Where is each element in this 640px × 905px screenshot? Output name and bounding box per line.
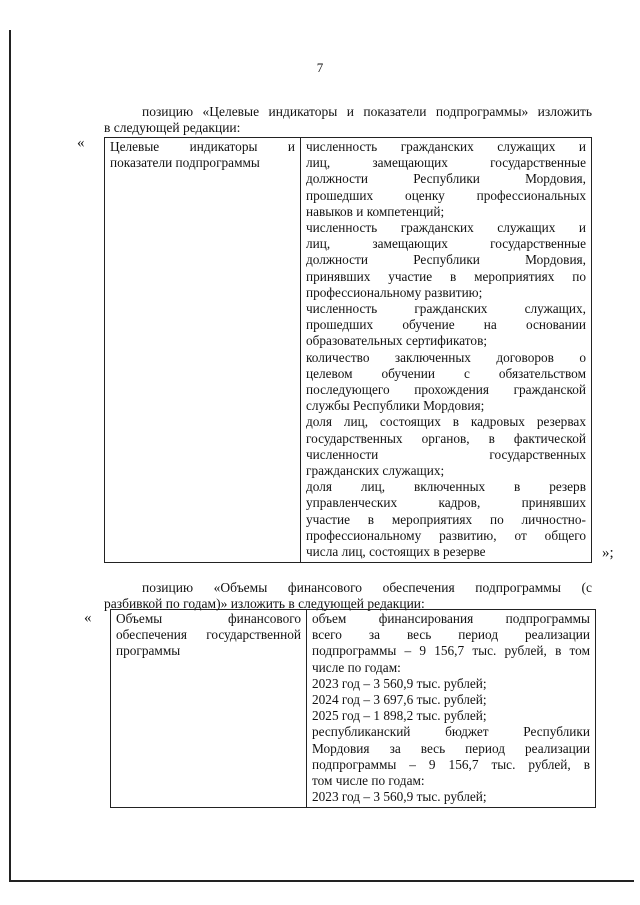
cell-line: профессиональному развитию;: [306, 284, 483, 300]
cell-line: 2023 год – 3 560,9 тыс. рублей;: [312, 675, 487, 691]
page-number: 7: [316, 60, 324, 75]
cell-line: объем финансирования подпрограммы: [312, 611, 590, 626]
table-cell-content: [301, 138, 592, 563]
cell-line: участие в мероприятиях по личностно-: [306, 511, 586, 527]
cell-line: подпрограммы – 9 156,7 тыс. рублей, в том: [312, 643, 590, 659]
cell-line: прошедших обучение на основании: [306, 317, 586, 333]
cell-line: навыков и компетенций;: [306, 203, 445, 219]
cell-line: прошедших оценку профессиональных: [306, 187, 586, 203]
table-cell-content: [307, 610, 596, 808]
paragraph-line: позицию «Целевые индикаторы и показатели подпрограммы» изложить: [142, 104, 592, 119]
cell-line: республиканский бюджет Республики: [312, 724, 590, 740]
cell-line: 2025 год – 1 898,2 тыс. рублей;: [312, 708, 487, 724]
cell-line: Мордовия за весь период реализации: [312, 740, 590, 756]
cell-line: последующего прохождения гражданской: [306, 382, 586, 398]
cell-line: принявших участие в мероприятиях по: [306, 268, 586, 284]
cell-line: 2023 год – 3 560,9 тыс. рублей;: [312, 789, 487, 805]
cell-line: гражданских служащих;: [306, 463, 445, 479]
table-row: [105, 138, 592, 563]
paragraph-line: позицию «Объемы финансового обеспечения подпрограммы (с: [142, 580, 592, 595]
scan-border-left: [9, 30, 11, 880]
cell-line: программы: [116, 643, 181, 659]
paragraph-line: разбивкой по годам)» изложить в следующей редакции:: [104, 596, 425, 611]
cell-line: подпрограммы – 9 156,7 тыс. рублей, в: [312, 756, 590, 772]
cell-line: численность гражданских служащих и: [306, 220, 586, 236]
cell-line: всего за весь период реализации: [312, 627, 590, 643]
cell-line: доля лиц, включенных в резерв: [306, 479, 586, 495]
cell-line: количество заключенных договоров о: [306, 349, 586, 365]
cell-line: 2024 год – 3 697,6 тыс. рублей;: [312, 692, 487, 708]
cell-line: Объемы финансового: [116, 611, 301, 626]
cell-line: обеспечения государственной: [116, 627, 301, 643]
cell-line: числе по годам:: [312, 659, 401, 675]
cell-line: численности государственных: [306, 446, 586, 462]
opening-quote: «: [84, 610, 92, 626]
cell-line: численность гражданских служащих и: [306, 139, 586, 154]
cell-line: лиц, замещающих государственные: [306, 236, 586, 252]
cell-line: должности Республики Мордовия,: [306, 171, 586, 187]
cell-line: численность гражданских служащих,: [306, 301, 586, 317]
paragraph-funding-volumes: [104, 580, 592, 612]
paragraph-target-indicators: [104, 104, 592, 136]
scan-border-bottom: [9, 880, 634, 882]
target-indicators-table: [104, 137, 592, 563]
cell-line: показатели подпрограммы: [110, 155, 260, 171]
cell-line: лиц, замещающих государственные: [306, 155, 586, 171]
cell-line: службы Республики Мордовия;: [306, 398, 485, 414]
table-cell-label: [111, 610, 307, 808]
funding-volumes-table: [110, 609, 596, 808]
closing-quote: »;: [602, 545, 614, 561]
cell-line: образовательных сертификатов;: [306, 333, 488, 349]
cell-line: должности Республики Мордовия,: [306, 252, 586, 268]
paragraph-line: в следующей редакции:: [104, 120, 241, 135]
cell-line: целевом обучении с обязательством: [306, 365, 586, 381]
cell-line: государственных органов, в фактической: [306, 430, 586, 446]
cell-line: числа лиц, состоящих в резерве: [306, 544, 486, 560]
cell-line: том числе по годам:: [312, 773, 425, 789]
table-row: [111, 610, 596, 808]
cell-line: доля лиц, состоящих в кадровых резервах: [306, 414, 586, 430]
cell-line: управленческих кадров, принявших: [306, 495, 586, 511]
cell-line: Целевые индикаторы и: [110, 139, 295, 154]
table-cell-label: [105, 138, 301, 563]
cell-line: профессиональному развитию, от общего: [306, 527, 586, 543]
opening-quote: «: [77, 135, 85, 151]
